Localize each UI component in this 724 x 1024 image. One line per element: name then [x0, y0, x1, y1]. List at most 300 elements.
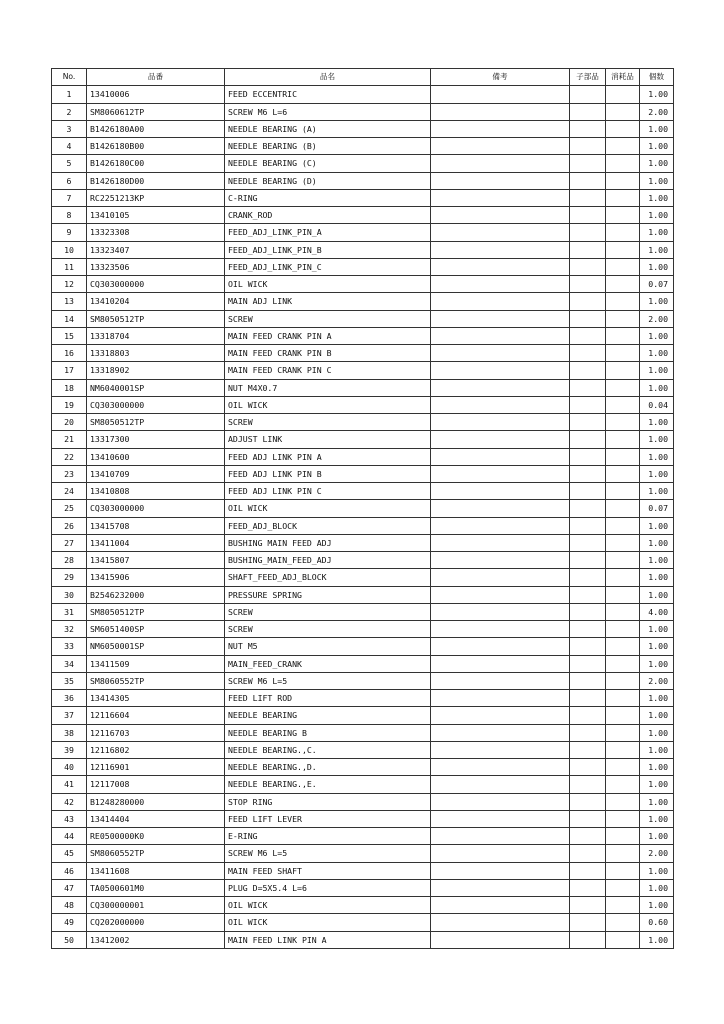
table-row — [52, 327, 674, 344]
cell-quantity: 1.00 — [640, 586, 674, 603]
cell-part-number: 13414305 — [87, 690, 225, 707]
table-row — [52, 224, 674, 241]
cell-no: 40 — [52, 759, 87, 776]
cell-remarks — [431, 224, 570, 241]
cell-sub-part — [570, 914, 606, 931]
cell-no: 23 — [52, 465, 87, 482]
cell-quantity: 1.00 — [640, 810, 674, 827]
cell-remarks — [431, 655, 570, 672]
cell-quantity: 1.00 — [640, 862, 674, 879]
cell-consumable — [606, 672, 640, 689]
cell-no: 19 — [52, 396, 87, 413]
cell-quantity: 1.00 — [640, 258, 674, 275]
header-row — [52, 69, 674, 86]
table-row — [52, 690, 674, 707]
cell-quantity: 1.00 — [640, 569, 674, 586]
cell-part-name: NEEDLE BEARING (A) — [225, 120, 431, 137]
cell-quantity: 1.00 — [640, 465, 674, 482]
cell-sub-part — [570, 586, 606, 603]
cell-no: 8 — [52, 207, 87, 224]
cell-part-name: OIL WICK — [225, 914, 431, 931]
table-row — [52, 707, 674, 724]
cell-part-number: NM6050001SP — [87, 638, 225, 655]
cell-part-number: 13410006 — [87, 86, 225, 103]
cell-part-number: 13411004 — [87, 534, 225, 551]
cell-part-name: FEED ADJ LINK PIN A — [225, 448, 431, 465]
table-row — [52, 879, 674, 896]
cell-no: 49 — [52, 914, 87, 931]
table-row — [52, 552, 674, 569]
cell-remarks — [431, 120, 570, 137]
cell-quantity: 1.00 — [640, 483, 674, 500]
cell-part-name: NUT M4X0.7 — [225, 379, 431, 396]
cell-part-number: SM8050512TP — [87, 310, 225, 327]
cell-part-number: CQ300000001 — [87, 897, 225, 914]
table-row — [52, 276, 674, 293]
cell-no: 36 — [52, 690, 87, 707]
cell-consumable — [606, 241, 640, 258]
cell-quantity: 1.00 — [640, 517, 674, 534]
cell-consumable — [606, 86, 640, 103]
cell-consumable — [606, 465, 640, 482]
cell-sub-part — [570, 138, 606, 155]
cell-sub-part — [570, 638, 606, 655]
cell-sub-part — [570, 345, 606, 362]
cell-part-number: CQ303000000 — [87, 276, 225, 293]
cell-consumable — [606, 638, 640, 655]
cell-no: 39 — [52, 741, 87, 758]
cell-quantity: 1.00 — [640, 741, 674, 758]
cell-quantity: 1.00 — [640, 879, 674, 896]
cell-no: 38 — [52, 724, 87, 741]
cell-part-number: NM6040001SP — [87, 379, 225, 396]
table-row — [52, 258, 674, 275]
table-row — [52, 448, 674, 465]
cell-part-number: SM6051400SP — [87, 621, 225, 638]
cell-sub-part — [570, 707, 606, 724]
header-no: No. — [52, 69, 87, 86]
cell-part-name: FEED ECCENTRIC — [225, 86, 431, 103]
cell-part-number: B1426180D00 — [87, 172, 225, 189]
cell-no: 9 — [52, 224, 87, 241]
cell-no: 28 — [52, 552, 87, 569]
cell-sub-part — [570, 120, 606, 137]
table-row — [52, 638, 674, 655]
cell-part-number: 13410808 — [87, 483, 225, 500]
cell-sub-part — [570, 828, 606, 845]
cell-no: 29 — [52, 569, 87, 586]
cell-consumable — [606, 155, 640, 172]
cell-sub-part — [570, 189, 606, 206]
cell-remarks — [431, 431, 570, 448]
cell-consumable — [606, 655, 640, 672]
cell-quantity: 1.00 — [640, 414, 674, 431]
cell-remarks — [431, 793, 570, 810]
cell-part-number: 13415906 — [87, 569, 225, 586]
cell-no: 22 — [52, 448, 87, 465]
cell-sub-part — [570, 810, 606, 827]
table-row — [52, 155, 674, 172]
cell-consumable — [606, 172, 640, 189]
cell-no: 12 — [52, 276, 87, 293]
cell-consumable — [606, 793, 640, 810]
cell-no: 42 — [52, 793, 87, 810]
cell-part-name: C-RING — [225, 189, 431, 206]
cell-part-name: NEEDLE BEARING (B) — [225, 138, 431, 155]
cell-consumable — [606, 379, 640, 396]
cell-part-name: FEED LIFT LEVER — [225, 810, 431, 827]
cell-remarks — [431, 569, 570, 586]
cell-remarks — [431, 103, 570, 120]
table-row — [52, 862, 674, 879]
cell-part-number: 13411509 — [87, 655, 225, 672]
cell-remarks — [431, 914, 570, 931]
cell-part-name: OIL WICK — [225, 897, 431, 914]
cell-part-number: 13411608 — [87, 862, 225, 879]
cell-quantity: 0.07 — [640, 276, 674, 293]
cell-part-name: NEEDLE BEARING.,D. — [225, 759, 431, 776]
cell-consumable — [606, 448, 640, 465]
cell-no: 31 — [52, 603, 87, 620]
cell-part-number: 13410600 — [87, 448, 225, 465]
cell-sub-part — [570, 879, 606, 896]
cell-part-name: FEED ADJ LINK PIN C — [225, 483, 431, 500]
cell-sub-part — [570, 414, 606, 431]
cell-no: 16 — [52, 345, 87, 362]
cell-sub-part — [570, 741, 606, 758]
cell-remarks — [431, 810, 570, 827]
cell-quantity: 1.00 — [640, 793, 674, 810]
cell-consumable — [606, 207, 640, 224]
cell-quantity: 1.00 — [640, 327, 674, 344]
cell-part-number: SM8060552TP — [87, 845, 225, 862]
cell-remarks — [431, 189, 570, 206]
cell-quantity: 1.00 — [640, 189, 674, 206]
table-row — [52, 517, 674, 534]
cell-part-number: 13323506 — [87, 258, 225, 275]
cell-no: 44 — [52, 828, 87, 845]
cell-quantity: 2.00 — [640, 845, 674, 862]
table-row — [52, 500, 674, 517]
cell-no: 37 — [52, 707, 87, 724]
table-row — [52, 414, 674, 431]
cell-quantity: 1.00 — [640, 724, 674, 741]
cell-part-number: B1426180C00 — [87, 155, 225, 172]
cell-consumable — [606, 103, 640, 120]
cell-no: 2 — [52, 103, 87, 120]
cell-part-number: 13414404 — [87, 810, 225, 827]
cell-sub-part — [570, 534, 606, 551]
cell-no: 33 — [52, 638, 87, 655]
cell-part-number: SM8060612TP — [87, 103, 225, 120]
cell-quantity: 1.00 — [640, 655, 674, 672]
cell-remarks — [431, 776, 570, 793]
cell-no: 17 — [52, 362, 87, 379]
cell-quantity: 1.00 — [640, 638, 674, 655]
cell-remarks — [431, 672, 570, 689]
cell-sub-part — [570, 327, 606, 344]
cell-consumable — [606, 879, 640, 896]
cell-consumable — [606, 586, 640, 603]
cell-part-number: CQ202000000 — [87, 914, 225, 931]
cell-part-number: SM8050512TP — [87, 603, 225, 620]
table-row — [52, 431, 674, 448]
cell-no: 43 — [52, 810, 87, 827]
cell-part-name: SCREW — [225, 621, 431, 638]
cell-part-number: 13415708 — [87, 517, 225, 534]
cell-remarks — [431, 310, 570, 327]
cell-sub-part — [570, 241, 606, 258]
cell-part-name: SCREW M6 L=6 — [225, 103, 431, 120]
cell-sub-part — [570, 396, 606, 413]
table-row — [52, 672, 674, 689]
cell-sub-part — [570, 672, 606, 689]
cell-remarks — [431, 534, 570, 551]
cell-remarks — [431, 258, 570, 275]
cell-consumable — [606, 897, 640, 914]
cell-part-name: PLUG D=5X5.4 L=6 — [225, 879, 431, 896]
cell-no: 27 — [52, 534, 87, 551]
table-row — [52, 362, 674, 379]
cell-part-name: SCREW — [225, 414, 431, 431]
cell-quantity: 1.00 — [640, 621, 674, 638]
cell-quantity: 1.00 — [640, 707, 674, 724]
cell-part-name: BUSHING_MAIN_FEED_ADJ — [225, 552, 431, 569]
cell-no: 5 — [52, 155, 87, 172]
cell-quantity: 1.00 — [640, 931, 674, 948]
table-row — [52, 759, 674, 776]
cell-consumable — [606, 293, 640, 310]
cell-sub-part — [570, 776, 606, 793]
cell-sub-part — [570, 155, 606, 172]
cell-quantity: 2.00 — [640, 672, 674, 689]
cell-quantity: 1.00 — [640, 362, 674, 379]
cell-remarks — [431, 293, 570, 310]
cell-part-name: PRESSURE SPRING — [225, 586, 431, 603]
cell-no: 20 — [52, 414, 87, 431]
cell-remarks — [431, 345, 570, 362]
cell-consumable — [606, 569, 640, 586]
cell-part-name: SCREW M6 L=5 — [225, 845, 431, 862]
cell-remarks — [431, 241, 570, 258]
cell-no: 32 — [52, 621, 87, 638]
cell-part-name: NEEDLE BEARING (D) — [225, 172, 431, 189]
cell-consumable — [606, 724, 640, 741]
cell-remarks — [431, 448, 570, 465]
cell-quantity: 2.00 — [640, 310, 674, 327]
cell-consumable — [606, 690, 640, 707]
cell-no: 48 — [52, 897, 87, 914]
cell-sub-part — [570, 483, 606, 500]
table-row — [52, 845, 674, 862]
cell-sub-part — [570, 759, 606, 776]
cell-quantity: 1.00 — [640, 241, 674, 258]
header-quantity: 個数 — [640, 69, 674, 86]
cell-consumable — [606, 138, 640, 155]
cell-part-name: NEEDLE BEARING — [225, 707, 431, 724]
cell-remarks — [431, 362, 570, 379]
cell-part-name: FEED_ADJ_LINK_PIN_C — [225, 258, 431, 275]
cell-sub-part — [570, 86, 606, 103]
cell-no: 34 — [52, 655, 87, 672]
cell-consumable — [606, 845, 640, 862]
cell-sub-part — [570, 465, 606, 482]
cell-no: 26 — [52, 517, 87, 534]
cell-part-name: CRANK_ROD — [225, 207, 431, 224]
cell-remarks — [431, 138, 570, 155]
cell-sub-part — [570, 362, 606, 379]
cell-part-number: 13410204 — [87, 293, 225, 310]
cell-no: 25 — [52, 500, 87, 517]
cell-no: 14 — [52, 310, 87, 327]
cell-part-number: 13323308 — [87, 224, 225, 241]
cell-part-name: MAIN FEED CRANK PIN C — [225, 362, 431, 379]
table-row — [52, 914, 674, 931]
cell-sub-part — [570, 517, 606, 534]
cell-sub-part — [570, 448, 606, 465]
cell-remarks — [431, 707, 570, 724]
cell-quantity: 0.60 — [640, 914, 674, 931]
table-row — [52, 603, 674, 620]
table-row — [52, 534, 674, 551]
cell-quantity: 1.00 — [640, 86, 674, 103]
cell-remarks — [431, 879, 570, 896]
table-row — [52, 621, 674, 638]
cell-part-name: OIL WICK — [225, 396, 431, 413]
cell-sub-part — [570, 224, 606, 241]
cell-part-number: 13317300 — [87, 431, 225, 448]
cell-no: 41 — [52, 776, 87, 793]
cell-part-name: FEED_ADJ_LINK_PIN_A — [225, 224, 431, 241]
cell-quantity: 1.00 — [640, 534, 674, 551]
cell-part-number: 13410709 — [87, 465, 225, 482]
cell-quantity: 1.00 — [640, 776, 674, 793]
table-header — [52, 69, 674, 86]
cell-part-number: 13415807 — [87, 552, 225, 569]
cell-consumable — [606, 362, 640, 379]
table-row — [52, 810, 674, 827]
table-row — [52, 172, 674, 189]
cell-remarks — [431, 845, 570, 862]
cell-remarks — [431, 396, 570, 413]
cell-part-name: SCREW M6 L=5 — [225, 672, 431, 689]
header-consumable: 消耗品 — [606, 69, 640, 86]
cell-consumable — [606, 707, 640, 724]
cell-part-name: MAIN FEED CRANK PIN B — [225, 345, 431, 362]
cell-consumable — [606, 862, 640, 879]
cell-consumable — [606, 517, 640, 534]
cell-remarks — [431, 483, 570, 500]
cell-no: 10 — [52, 241, 87, 258]
cell-no: 50 — [52, 931, 87, 948]
cell-part-name: OIL WICK — [225, 276, 431, 293]
cell-remarks — [431, 207, 570, 224]
cell-part-name: FEED_ADJ_BLOCK — [225, 517, 431, 534]
cell-sub-part — [570, 258, 606, 275]
cell-part-number: TA0500601M0 — [87, 879, 225, 896]
table-row — [52, 655, 674, 672]
table-row — [52, 293, 674, 310]
cell-remarks — [431, 586, 570, 603]
cell-quantity: 0.04 — [640, 396, 674, 413]
table-row — [52, 724, 674, 741]
cell-sub-part — [570, 569, 606, 586]
cell-remarks — [431, 638, 570, 655]
cell-sub-part — [570, 293, 606, 310]
cell-sub-part — [570, 724, 606, 741]
table-row — [52, 189, 674, 206]
cell-consumable — [606, 396, 640, 413]
cell-sub-part — [570, 379, 606, 396]
cell-consumable — [606, 931, 640, 948]
table-row — [52, 465, 674, 482]
cell-part-name: NEEDLE BEARING (C) — [225, 155, 431, 172]
cell-remarks — [431, 500, 570, 517]
cell-remarks — [431, 862, 570, 879]
table-row — [52, 120, 674, 137]
cell-quantity: 1.00 — [640, 293, 674, 310]
cell-part-number: 13318704 — [87, 327, 225, 344]
cell-no: 21 — [52, 431, 87, 448]
cell-part-number: SM8060552TP — [87, 672, 225, 689]
cell-consumable — [606, 621, 640, 638]
cell-consumable — [606, 189, 640, 206]
cell-part-number: CQ303000000 — [87, 500, 225, 517]
table-row — [52, 569, 674, 586]
cell-part-number: 13323407 — [87, 241, 225, 258]
cell-part-number: 12117008 — [87, 776, 225, 793]
cell-part-name: BUSHING MAIN FEED ADJ — [225, 534, 431, 551]
cell-quantity: 1.00 — [640, 207, 674, 224]
cell-part-name: MAIN FEED SHAFT — [225, 862, 431, 879]
cell-consumable — [606, 810, 640, 827]
parts-list-table — [51, 68, 674, 949]
cell-quantity: 1.00 — [640, 828, 674, 845]
cell-part-number: 12116802 — [87, 741, 225, 758]
cell-part-name: NUT M5 — [225, 638, 431, 655]
cell-no: 46 — [52, 862, 87, 879]
table-row — [52, 310, 674, 327]
cell-quantity: 1.00 — [640, 155, 674, 172]
cell-quantity: 1.00 — [640, 172, 674, 189]
cell-sub-part — [570, 931, 606, 948]
table-row — [52, 776, 674, 793]
cell-no: 35 — [52, 672, 87, 689]
table-row — [52, 897, 674, 914]
cell-part-name: SCREW — [225, 603, 431, 620]
cell-remarks — [431, 517, 570, 534]
cell-remarks — [431, 86, 570, 103]
cell-remarks — [431, 172, 570, 189]
cell-sub-part — [570, 603, 606, 620]
cell-part-number: 12116901 — [87, 759, 225, 776]
cell-no: 13 — [52, 293, 87, 310]
cell-part-name: FEED ADJ LINK PIN B — [225, 465, 431, 482]
cell-part-name: FEED LIFT ROD — [225, 690, 431, 707]
cell-no: 7 — [52, 189, 87, 206]
cell-remarks — [431, 276, 570, 293]
cell-part-name: FEED_ADJ_LINK_PIN_B — [225, 241, 431, 258]
cell-part-name: MAIN FEED CRANK PIN A — [225, 327, 431, 344]
cell-part-number: 12116604 — [87, 707, 225, 724]
cell-part-number: 13412002 — [87, 931, 225, 948]
cell-part-name: MAIN_FEED_CRANK — [225, 655, 431, 672]
cell-part-name: STOP RING — [225, 793, 431, 810]
cell-consumable — [606, 414, 640, 431]
cell-no: 11 — [52, 258, 87, 275]
table-row — [52, 793, 674, 810]
cell-no: 4 — [52, 138, 87, 155]
